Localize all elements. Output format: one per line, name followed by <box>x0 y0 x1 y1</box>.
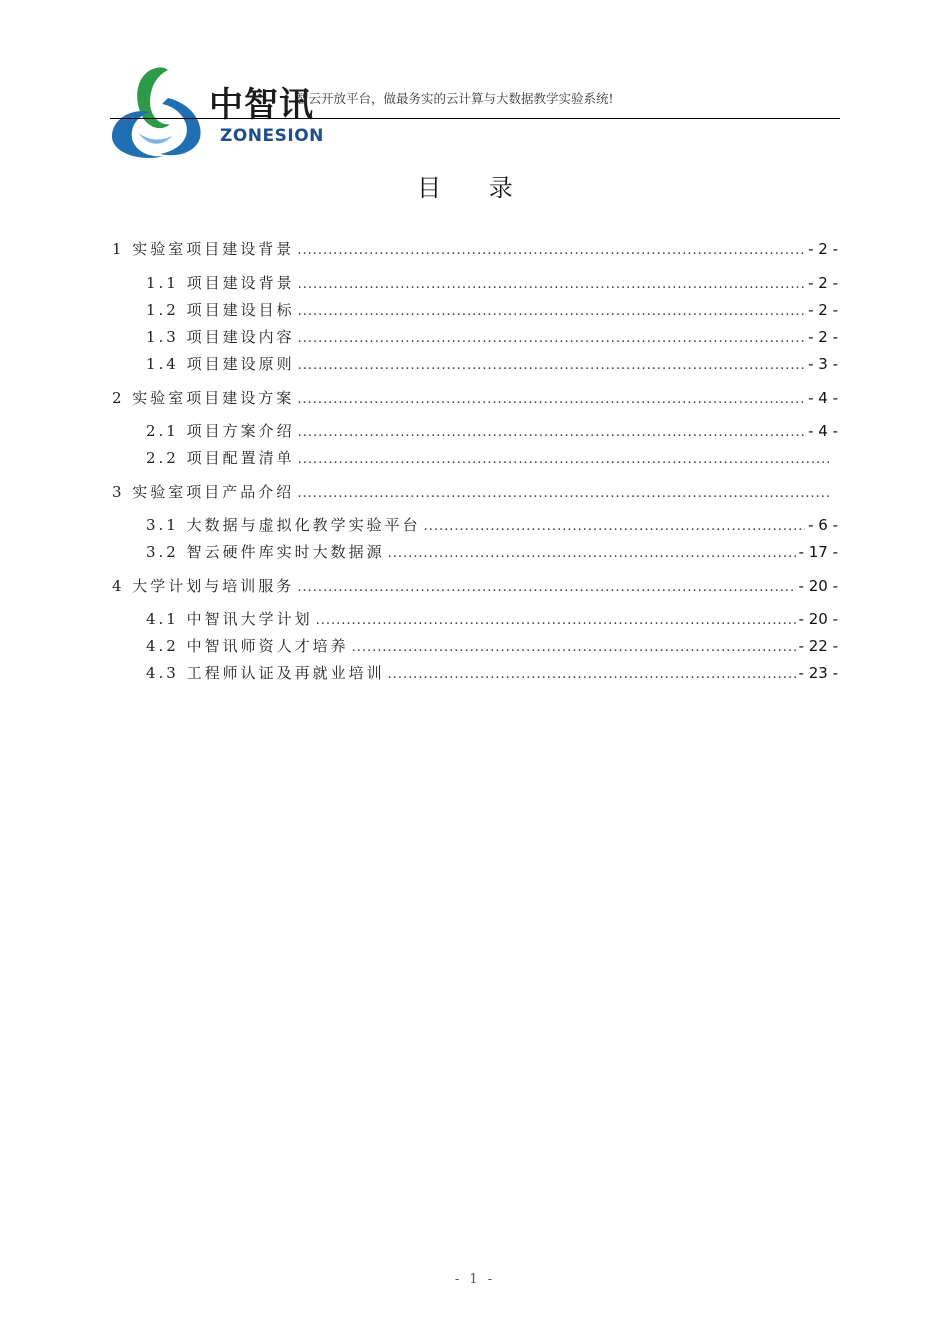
toc-entry-label: 1.3 项目建设内容 <box>146 328 295 346</box>
toc-entry[interactable] <box>112 238 838 260</box>
toc-entry-label: 3 实验室项目产品介绍 <box>112 483 295 501</box>
logo-mark-icon <box>108 62 218 162</box>
toc-entry-label: 1.1 项目建设背景 <box>146 274 295 292</box>
toc-entry-page: - 20 - <box>798 610 838 628</box>
toc-entry[interactable] <box>146 608 838 630</box>
logo-chinese-text: 中智讯 <box>209 85 314 125</box>
toc-entry-page: - 4 - <box>808 389 838 407</box>
toc-entry-page: - 17 - <box>798 543 838 561</box>
toc-entry-label: 2.1 项目方案介绍 <box>146 422 295 440</box>
toc-leader-dots <box>316 613 796 628</box>
header-divider <box>110 118 840 119</box>
toc-entry[interactable] <box>146 299 838 321</box>
toc-leader-dots <box>388 546 796 561</box>
toc-entry-page: - 2 - <box>808 240 838 258</box>
toc-leader-dots <box>388 667 796 682</box>
toc-leader-dots <box>298 277 805 292</box>
toc-entry-label: 1 实验室项目建设背景 <box>112 240 295 258</box>
toc-entry-label: 4.2 中智讯师资人才培养 <box>146 637 349 655</box>
toc-leader-dots <box>298 358 805 373</box>
toc-leader-dots <box>297 486 829 501</box>
toc-leader-dots <box>297 392 805 407</box>
page-number: - 1 - <box>454 1272 496 1287</box>
toc-entry-label: 2.2 项目配置清单 <box>146 449 295 467</box>
toc-entry-page: - 2 - <box>808 274 838 292</box>
toc-entry[interactable] <box>146 326 838 348</box>
toc-entry-label: 3.1 大数据与虚拟化教学实验平台 <box>146 516 421 534</box>
toc-entry-page: - 22 - <box>798 637 838 655</box>
toc-entry[interactable] <box>146 353 838 375</box>
toc-leader-dots <box>298 331 805 346</box>
toc-entry-label: 4 大学计划与培训服务 <box>112 577 295 595</box>
logo-english-text: ZONESION <box>220 126 324 146</box>
toc-entry[interactable] <box>146 514 838 536</box>
toc-leader-dots <box>297 243 805 258</box>
toc-entry-label: 4.3 工程师认证及再就业培训 <box>146 664 385 682</box>
toc-entry[interactable] <box>112 387 838 409</box>
zonesion-logo <box>108 62 328 162</box>
toc-entry[interactable] <box>146 541 838 563</box>
header-slogan: 智云开放平台，做最务实的云计算与大数据教学实验系统! <box>296 91 614 106</box>
toc-entry-label: 1.2 项目建设目标 <box>146 301 295 319</box>
toc-entry-page: - 2 - <box>808 301 838 319</box>
toc-entry-label: 4.1 中智讯大学计划 <box>146 610 313 628</box>
toc-leader-dots <box>298 425 805 440</box>
toc-entry-page: - 23 - <box>798 664 838 682</box>
toc-entry-page: - 20 - <box>798 577 838 595</box>
toc-entry-label: 3.2 智云硬件库实时大数据源 <box>146 543 385 561</box>
page-header <box>0 0 950 160</box>
toc-entry[interactable] <box>112 481 832 503</box>
toc-entry[interactable] <box>146 447 832 469</box>
toc-leader-dots <box>424 519 805 534</box>
toc-entry[interactable] <box>146 635 838 657</box>
toc-entry-page: - 2 - <box>808 328 838 346</box>
toc-leader-dots <box>298 452 829 467</box>
toc-leader-dots <box>352 640 796 655</box>
toc-entry-label: 2 实验室项目建设方案 <box>112 389 295 407</box>
toc-entry[interactable] <box>112 575 838 597</box>
toc-entry[interactable] <box>146 420 838 442</box>
toc-entry-page: - 6 - <box>808 516 838 534</box>
toc-leader-dots <box>298 304 805 319</box>
toc-entry[interactable] <box>146 272 838 294</box>
toc-entry[interactable] <box>146 662 838 684</box>
toc-entry-label: 1.4 项目建设原则 <box>146 355 295 373</box>
toc-title: 目 录 <box>417 174 533 202</box>
toc-leader-dots <box>297 580 795 595</box>
toc-entry-page: - 4 - <box>808 422 838 440</box>
toc-entry-page: - 3 - <box>808 355 838 373</box>
